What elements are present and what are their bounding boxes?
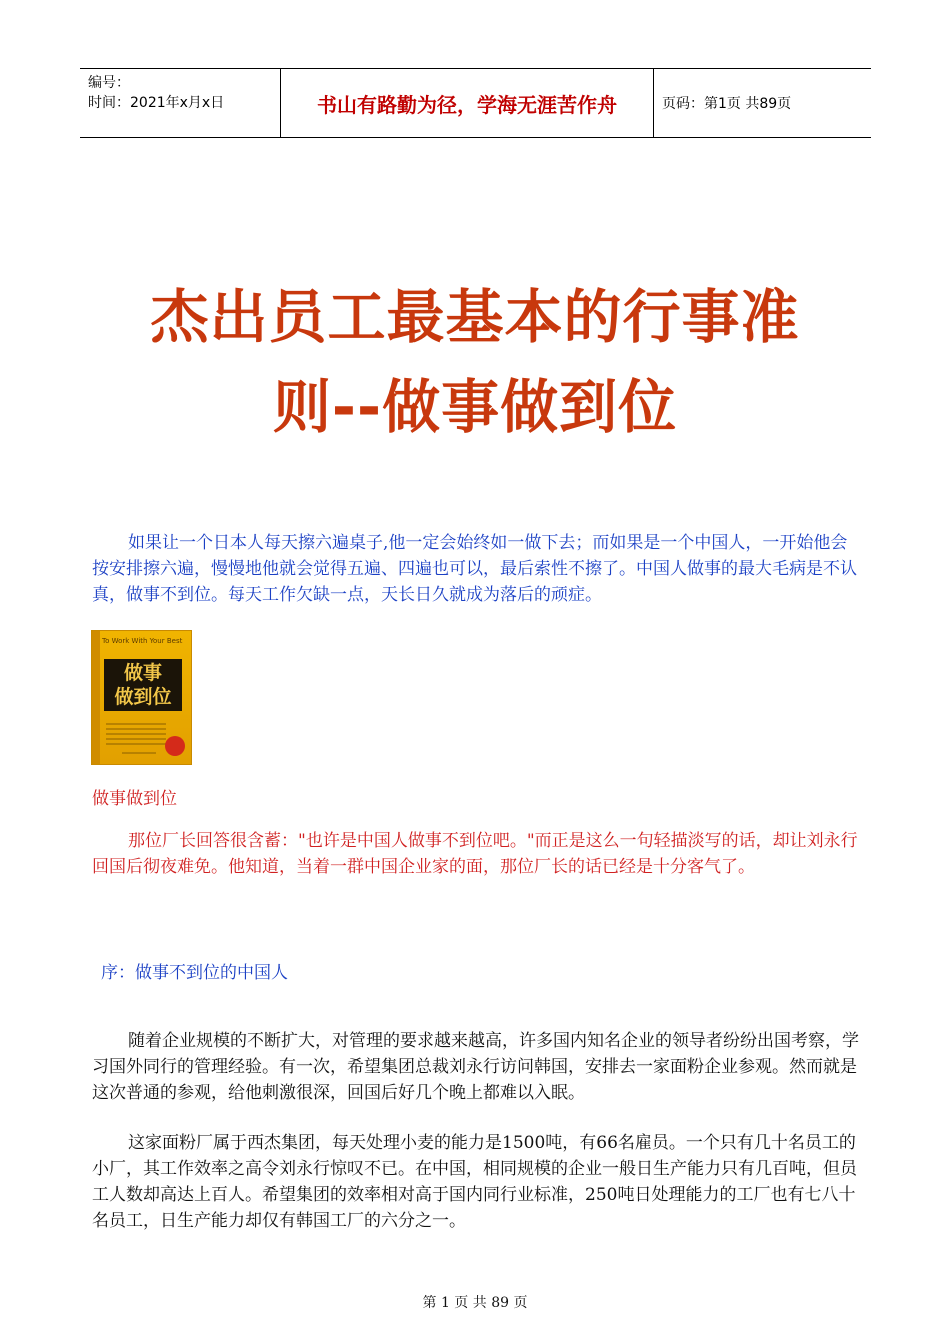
intro-paragraph: 如果让一个日本人每天擦六遍桌子,他一定会始终如一做下去；而如果是一个中国人，一开始他会按安排擦六遍，慢慢地他就会觉得五遍、四遍也可以，最后索性不擦了。中国人做事的最大毛病是不认真，做事不到位。每天工作欠缺一点，天长日久就成为落后的顽症。 — [92, 533, 857, 605]
document-title — [80, 272, 870, 452]
book-publisher-line — [122, 752, 156, 754]
book-text-lines — [106, 723, 166, 748]
header-motto — [280, 69, 654, 137]
number-label: 编号： — [88, 75, 130, 91]
section-heading: 序：做事不到位的中国人 — [101, 963, 288, 983]
header-page-info — [654, 69, 871, 137]
title-line-2: 则--做事做到位 — [272, 373, 678, 441]
body-paragraph-2: 这家面粉厂属于西杰集团，每天处理小麦的能力是1500吨，有66名雇员。一个只有几十名员工的小厂，其工作效率之高令刘永行惊叹不已。在中国，相同规模的企业一般日生产能力只有几百吨，但员工人数却高达上百人。希望集团的效率相对高于国内同行业标准，250吨日处理能力的工厂也有七八十名员工，日生产能力却仅有韩国工厂的六分之一。 — [92, 1133, 857, 1231]
header-meta — [80, 69, 280, 137]
time-label: 时间：2021年x月x日 — [88, 95, 225, 111]
book-title-panel — [104, 659, 182, 711]
title-line-1: 杰出员工最基本的行事准 — [150, 283, 800, 351]
book-cn-title-2: 做到位 — [114, 686, 172, 708]
quote-paragraph: 那位厂长回答很含蓄："也许是中国人做事不到位吧。"而正是这么一句轻描淡写的话，却让刘永行回国后彻夜难免。他知道，当着一群中国企业家的面，那位厂长的话已经是十分客气了。 — [92, 831, 858, 877]
body-paragraph-1: 随着企业规模的不断扩大，对管理的要求越来越高，许多国内知名企业的领导者纷纷出国考察，学习国外同行的管理经验。有一次，希望集团总裁刘永行访问韩国，安排去一家面粉企业参观。然而就是这次普通的参观，给他刺激很深，回国后好几个晚上都难以入眠。 — [92, 1031, 859, 1103]
book-cn-title-1: 做事 — [123, 662, 162, 684]
page-info-text: 页码：第1页 共89页 — [662, 96, 792, 112]
motto-text: 书山有路勤为径，学海无涯苦作舟 — [317, 92, 617, 117]
book-spine — [92, 631, 100, 764]
page-footer: 第 1 页 共 89 页 — [422, 1295, 528, 1311]
book-badge-icon — [165, 736, 185, 756]
book-english-title: To Work With Your Best — [102, 637, 183, 645]
image-caption: 做事做到位 — [92, 789, 177, 809]
header-table — [80, 68, 871, 138]
book-cover-image — [91, 630, 192, 765]
